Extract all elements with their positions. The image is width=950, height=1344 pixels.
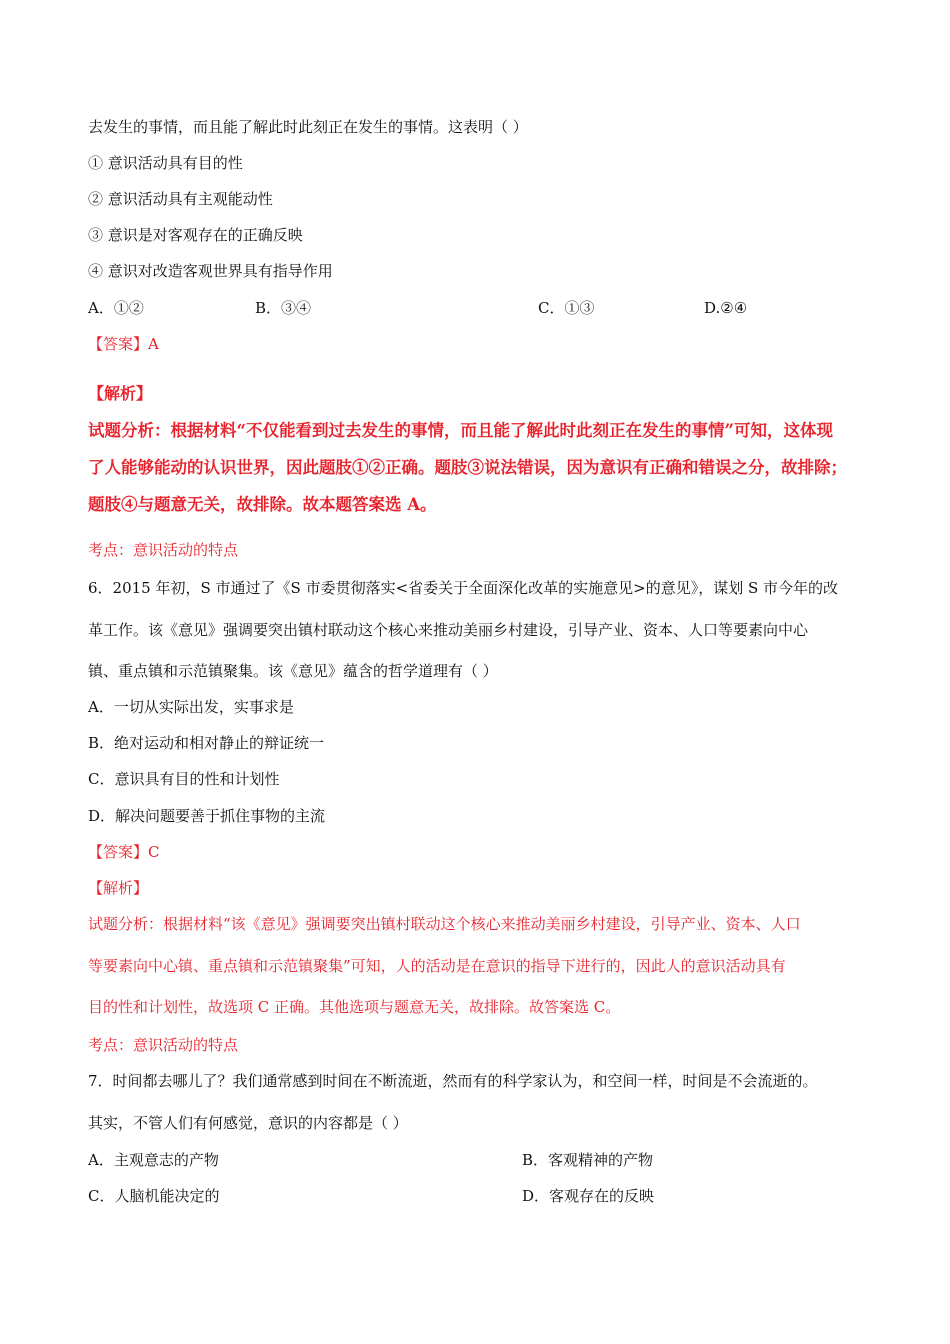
q5-kaodian: 考点：意识活动的特点 bbox=[88, 541, 239, 559]
q6-option-b: B．绝对运动和相对静止的辩证统一 bbox=[88, 734, 325, 752]
q6-analysis-label: 【解析】 bbox=[88, 879, 149, 897]
q7-option-b: B．客观精神的产物 bbox=[522, 1151, 654, 1169]
q6-analysis-line-2: 等要素向中心镇、重点镇和示范镇聚集”可知，人的活动是在意识的指导下进行的，因此人的意识活动具有 bbox=[88, 957, 786, 975]
q6-kaodian: 考点：意识活动的特点 bbox=[88, 1036, 239, 1054]
q5-statement-4: ④ 意识对改造客观世界具有指导作用 bbox=[88, 262, 333, 280]
q7-stem-line-2: 其实，不管人们有何感觉，意识的内容都是（ ） bbox=[88, 1114, 408, 1132]
q5-analysis-line-2: 了人能够能动的认识世界，因此题肢①②正确。题肢③说法错误，因为意识有正确和错误之分，故排除； bbox=[88, 458, 847, 477]
q5-option-b: B．③④ bbox=[255, 299, 312, 317]
q5-option-a: A．①② bbox=[88, 299, 144, 317]
q7-option-d: D．客观存在的反映 bbox=[522, 1187, 655, 1205]
q5-statement-1: ① 意识活动具有目的性 bbox=[88, 154, 243, 172]
q7-option-a: A．主观意志的产物 bbox=[88, 1151, 219, 1169]
q6-analysis-line-1: 试题分析：根据材料“该《意见》强调要突出镇村联动这个核心来推动美丽乡村建设，引导产业、资本、人口 bbox=[88, 915, 801, 933]
q6-analysis-line-3: 目的性和计划性，故选项 C 正确。其他选项与题意无关，故排除。故答案选 C。 bbox=[88, 998, 621, 1016]
q5-stem-tail: 去发生的事情，而且能了解此时此刻正在发生的事情。这表明（ ） bbox=[88, 118, 528, 136]
q6-option-c: C．意识具有目的性和计划性 bbox=[88, 770, 280, 788]
q5-analysis-line-1: 试题分析：根据材料“不仅能看到过去发生的事情，而且能了解此时此刻正在发生的事情”可知，这体现 bbox=[88, 421, 833, 440]
q5-analysis-line-3: 题肢④与题意无关，故排除。故本题答案选 A。 bbox=[88, 495, 437, 514]
q6-option-d: D．解决问题要善于抓住事物的主流 bbox=[88, 807, 326, 825]
q5-statement-3: ③ 意识是对客观存在的正确反映 bbox=[88, 226, 303, 244]
q6-stem-line-3: 镇、重点镇和示范镇聚集。该《意见》蕴含的哲学道理有（ ） bbox=[88, 662, 498, 680]
q5-answer: 【答案】A bbox=[88, 335, 159, 353]
q6-stem-line-2: 革工作。该《意见》强调要突出镇村联动这个核心来推动美丽乡村建设，引导产业、资本、人口等要素向中心 bbox=[88, 621, 809, 639]
q7-stem-line-1: 7．时间都去哪儿了？我们通常感到时间在不断流逝，然而有的科学家认为，和空间一样，时间是不会流逝的。 bbox=[88, 1072, 818, 1090]
q5-option-d: D.②④ bbox=[704, 299, 748, 317]
q6-option-a: A．一切从实际出发，实事求是 bbox=[88, 698, 294, 716]
q5-option-c: C．①③ bbox=[538, 299, 595, 317]
q6-answer: 【答案】C bbox=[88, 843, 160, 861]
q7-option-c: C．人脑机能决定的 bbox=[88, 1187, 220, 1205]
q6-stem-line-1: 6．2015 年初，S 市通过了《S 市委贯彻落实<省委关于全面深化改革的实施意见>的意见》，谋划 S 市今年的改 bbox=[88, 579, 839, 597]
q5-statement-2: ② 意识活动具有主观能动性 bbox=[88, 190, 273, 208]
q5-analysis-label: 【解析】 bbox=[88, 384, 153, 403]
